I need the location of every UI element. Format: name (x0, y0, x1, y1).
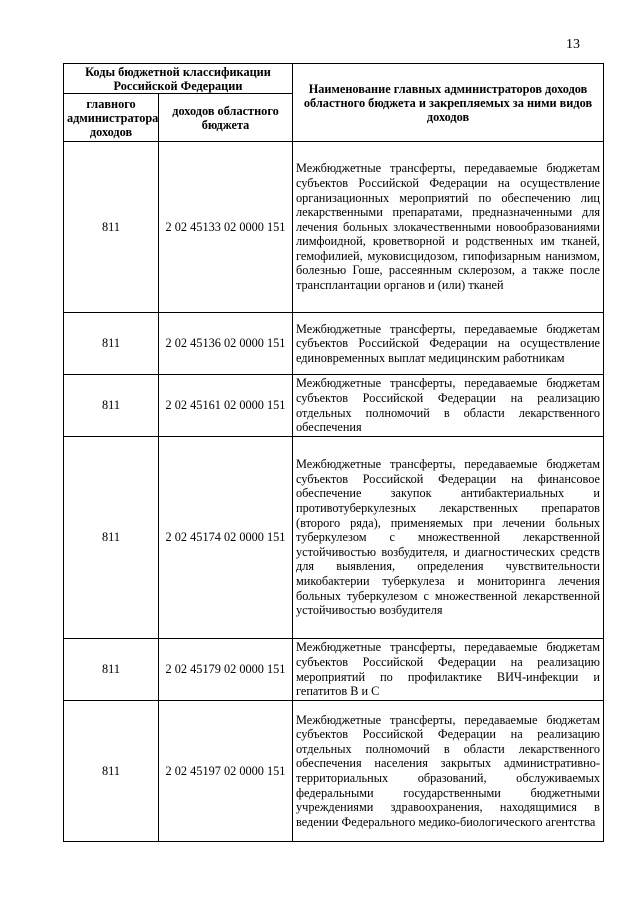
admin-code-cell: 811 (64, 639, 159, 701)
description-cell: Межбюджетные трансферты, передаваемые бюджетам субъектов Российской Федерации на реализацию мероприятий по профилактике ВИЧ-инфекции и гепатитов B и C (293, 639, 604, 701)
admin-code-cell: 811 (64, 313, 159, 375)
description-cell: Межбюджетные трансферты, передаваемые бюджетам субъектов Российской Федерации на реализацию отдельных полномочий в области лекарственного обеспечения (293, 375, 604, 437)
table-row (64, 375, 604, 437)
table-row (64, 437, 604, 639)
page-number: 13 (566, 37, 580, 52)
header-name-column: Наименование главных администраторов доходов областного бюджета и закрепляемых за ними видов доходов (293, 64, 604, 142)
header-codes-group: Коды бюджетной классификации Российской Федерации (64, 64, 293, 94)
admin-code-cell: 811 (64, 142, 159, 313)
income-code-cell: 2 02 45179 02 0000 151 (159, 639, 293, 701)
admin-code-cell: 811 (64, 375, 159, 437)
description-cell: Межбюджетные трансферты, передаваемые бюджетам субъектов Российской Федерации на реализацию отдельных полномочий в области лекарственного обеспечения населения закрытых административно-территориальных образований, обслуживаемых федеральными государственными бюджетными учреждениями здравоохранения, находящимися в ведении Федерального медико-биологического агентства (293, 701, 604, 842)
income-code-cell: 2 02 45197 02 0000 151 (159, 701, 293, 842)
income-code-cell: 2 02 45136 02 0000 151 (159, 313, 293, 375)
table-row (64, 639, 604, 701)
income-code-cell: 2 02 45133 02 0000 151 (159, 142, 293, 313)
description-cell: Межбюджетные трансферты, передаваемые бюджетам субъектов Российской Федерации на финансовое обеспечение закупок антибактериальных и противотуберкулезных лекарственных препаратов (второго ряда), применяемых при лечении больных туберкулезом с множественной лекарственной устойчивостью возбудителя, и диагностических средств для выявления, определения чувствительности микобактерии туберкулеза и мониторинга лечения больных туберкулезом с множественной лекарственной устойчивостью возбудителя (293, 437, 604, 639)
table-row (64, 313, 604, 375)
header-income-column: доходов областного бюджета (159, 94, 293, 142)
description-cell: Межбюджетные трансферты, передаваемые бюджетам субъектов Российской Федерации на осуществление единовременных выплат медицинским работникам (293, 313, 604, 375)
income-code-cell: 2 02 45161 02 0000 151 (159, 375, 293, 437)
header-admin-column: главного администратора доходов (64, 94, 159, 142)
table-row (64, 701, 604, 842)
description-cell: Межбюджетные трансферты, передаваемые бюджетам субъектов Российской Федерации на осуществление организационных мероприятий по обеспечению лиц лекарственными препаратами, предназначенными для лечения больных злокачественными новообразованиями лимфоидной, кроветворной и родственных им тканей, гемофилией, муковисцидозом, гипофизарным нанизмом, болезнью Гоше, рассеянным склерозом, а также после трансплантации органов и (или) тканей (293, 142, 604, 313)
budget-codes-table (63, 63, 604, 842)
admin-code-cell: 811 (64, 437, 159, 639)
admin-code-cell: 811 (64, 701, 159, 842)
table-row (64, 142, 604, 313)
income-code-cell: 2 02 45174 02 0000 151 (159, 437, 293, 639)
